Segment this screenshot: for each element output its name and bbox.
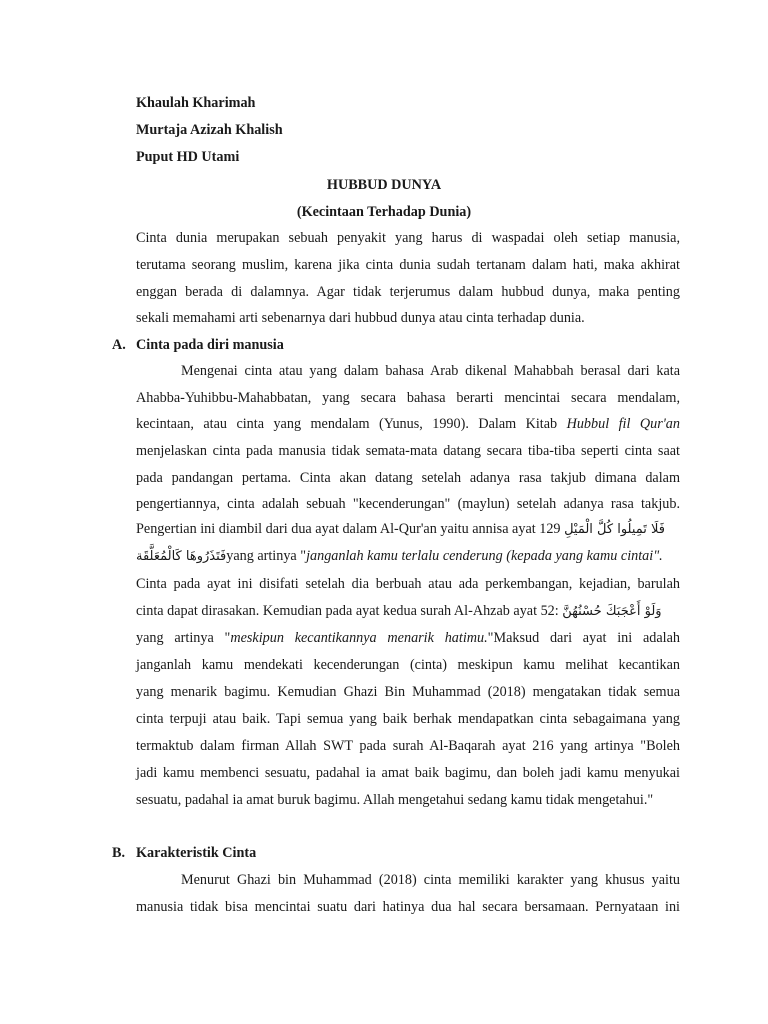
- section-a-heading: Cinta pada diri manusia: [136, 337, 284, 353]
- section-a-line: termaktub dalam firman Allah SWT pada surah Al-Baqarah ayat 216 yang artinya "Boleh: [136, 738, 680, 754]
- section-a-line: pengertiannya, cinta adalah sebuah "kecenderungan" (maylun) setelah adanya rasa takjub.: [136, 496, 680, 512]
- section-a-line: Cinta pada ayat ini disifati setelah dia berbuah atau ada perkembangan, kejadian, barulah: [136, 576, 680, 592]
- section-a-line: kecintaan, atau cinta yang mendalam (Yunus, 1990). Dalam Kitab Hubbul fil Qur'an: [136, 416, 680, 432]
- section-a-line: Mengenai cinta atau yang dalam bahasa Arab dikenal Mahabbah berasal dari kata: [181, 363, 680, 379]
- section-a-line: janganlah kamu mendekati kecenderungan (cinta) meskipun kamu melihat kecantikan: [136, 657, 680, 673]
- section-a-line: menjelaskan cinta pada manusia tidak semata-mata datang secara tiba-tiba seperti cinta saat: [136, 443, 680, 459]
- verse-translation: meskipun kecantikannya menarik hatimu.: [230, 630, 488, 646]
- section-a-line: pada pandangan pertama. Cinta akan datang setelah adanya rasa takjub dimana dalam: [136, 470, 680, 486]
- author-name: Khaulah Kharimah: [136, 95, 256, 111]
- section-a-line: yang artinya "meskipun kecantikannya menarik hatimu."Maksud dari ayat ini adalah: [136, 630, 681, 646]
- document-subtitle: (Kecintaan Terhadap Dunia): [296, 204, 472, 220]
- section-b-line: Menurut Ghazi bin Muhammad (2018) cinta memiliki karakter yang khusus yaitu: [181, 872, 680, 888]
- document-title: HUBBUD DUNYA: [326, 177, 442, 193]
- verse-translation: janganlah kamu terlalu cenderung (kepada yang kamu cintai".: [306, 548, 663, 564]
- section-a-line: cinta dapat dirasakan. Kemudian pada ayat kedua surah Al-Ahzab ayat 52: وَلَوْ أَعْجَبَكَ حُسْنُهُنَّ: [136, 603, 662, 619]
- section-a-line: cinta terpuji atau baik. Tapi semua yang baik berhak mendapatkan cinta sebagaimana yang: [136, 711, 680, 727]
- section-a-marker: A.: [112, 337, 126, 353]
- intro-line: sekali memahami arti sebenarnya dari hubbud dunya atau cinta terhadap dunia.: [136, 310, 585, 326]
- section-a-line: Ahabba-Yuhibbu-Mahabbatan, yang secara bahasa berarti mencintai secara mendalam,: [136, 390, 680, 406]
- section-a-line: jadi kamu membenci sesuatu, padahal ia amat baik bagimu, dan boleh jadi kamu menyukai: [136, 765, 680, 781]
- section-b-heading: Karakteristik Cinta: [136, 845, 257, 861]
- section-b-marker: B.: [112, 845, 126, 861]
- intro-line: terutama seorang muslim, karena jika cinta dunia sudah tertanam dalam hati, maka akhirat: [136, 257, 680, 273]
- section-a-line: yang menarik bagimu. Kemudian Ghazi Bin Muhammad (2018) mengatakan tidak semua: [136, 684, 680, 700]
- book-title: Hubbul fil Qur'an: [566, 416, 680, 432]
- arabic-verse: وَلَوْ أَعْجَبَكَ حُسْنُهُنَّ: [562, 604, 662, 619]
- section-a-line: فَتَذَرُوهَا كَالْمُعَلَّقَةyang artinya "janganlah kamu terlalu cenderung (kepada yang kamu cintai".: [136, 548, 663, 564]
- author-name: Puput HD Utami: [136, 149, 240, 165]
- section-a-line: Pengertian ini diambil dari dua ayat dalam Al-Qur'an yaitu annisa ayat 129 فَلَا تَمِيلُوا كُلَّ الْمَيْلِ: [136, 521, 666, 537]
- author-name: Murtaja Azizah Khalish: [136, 122, 283, 138]
- section-a-line: sesuatu, padahal ia amat buruk bagimu. Allah mengetahui sedang kamu tidak mengetahui.": [136, 792, 654, 808]
- intro-line: enggan berada di dalamnya. Agar tidak terjerumus dalam hubbud dunya, maka penting: [136, 284, 680, 300]
- intro-line: Cinta dunia merupakan sebuah penyakit yang harus di waspadai oleh setiap manusia,: [136, 230, 680, 246]
- section-b-line: manusia tidak bisa mencintai suatu dari hatinya dua hal secara bersamaan. Pernyataan ini: [136, 899, 680, 915]
- arabic-verse: فَتَذَرُوهَا كَالْمُعَلَّقَة: [136, 549, 227, 564]
- arabic-verse: فَلَا تَمِيلُوا كُلَّ الْمَيْلِ: [564, 522, 666, 537]
